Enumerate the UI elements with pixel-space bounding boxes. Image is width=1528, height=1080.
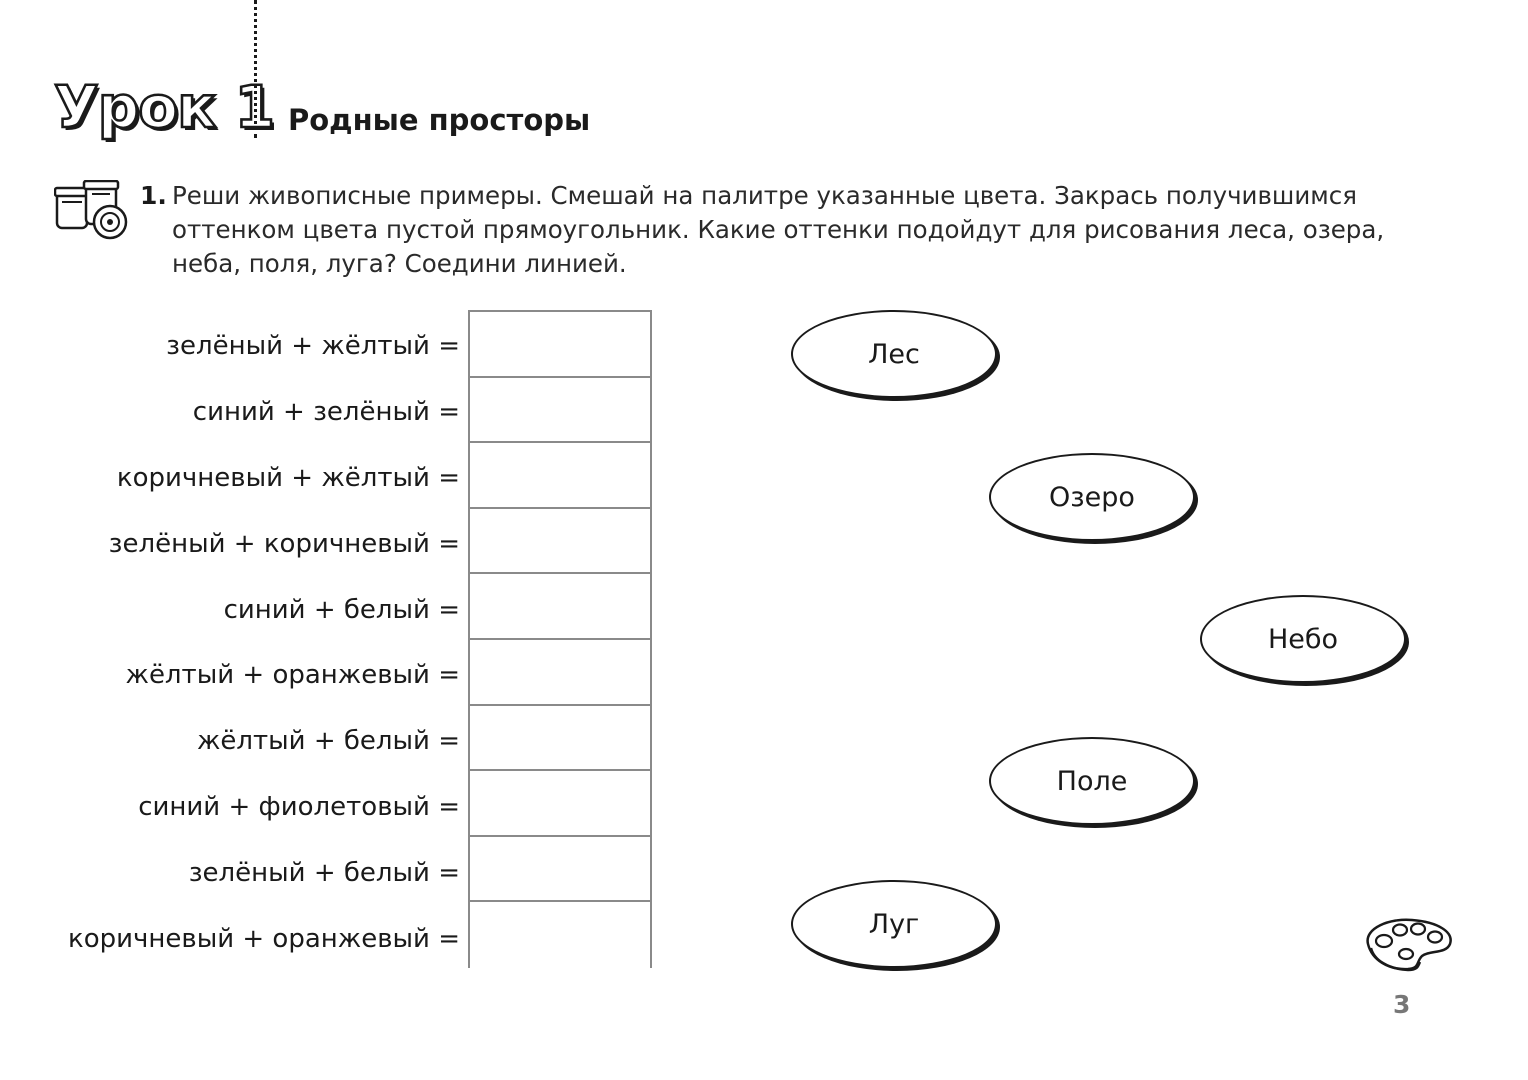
target-label: Лес xyxy=(868,338,920,370)
page-number: 3 xyxy=(1393,990,1411,1019)
target-label: Небо xyxy=(1267,623,1339,655)
equation-label: зелёный + жёлтый = xyxy=(166,331,460,361)
target-oval-forest[interactable] xyxy=(791,310,997,398)
equation-label: жёлтый + оранжевый = xyxy=(125,660,460,691)
equation-label: синий + белый = xyxy=(223,594,460,625)
task-instructions: Реши живописные примеры. Смешай на палитре указанные цвета. Закрась получившимся оттенком цвета пустой прямоугольник. Какие оттенки подойдут для рисования леса, озера, неба, поля, луга? Соедини линией. xyxy=(172,181,1385,278)
equation-label: жёлтый + белый = xyxy=(196,726,460,757)
answer-box[interactable] xyxy=(470,771,650,837)
target-oval-lake[interactable] xyxy=(989,453,1195,541)
paint-jars-icon xyxy=(54,180,130,242)
answer-box-column xyxy=(468,310,652,968)
equation-label: коричневый + оранжевый = xyxy=(68,924,460,955)
target-label: Луг xyxy=(868,908,920,940)
target-oval-meadow[interactable] xyxy=(791,880,997,968)
answer-box[interactable] xyxy=(470,443,650,509)
equation-label: синий + зелёный = xyxy=(192,396,460,427)
palette-icon xyxy=(1360,914,1456,972)
header-divider xyxy=(254,0,257,138)
answer-box[interactable] xyxy=(470,837,650,903)
target-oval-sky[interactable] xyxy=(1200,595,1406,683)
equation-label: синий + фиолетовый = xyxy=(138,792,460,823)
answer-box[interactable] xyxy=(470,902,650,968)
target-label: Озеро xyxy=(1049,481,1135,513)
lesson-title: Урок 1 xyxy=(54,73,274,141)
target-oval-field[interactable] xyxy=(989,737,1195,825)
equation-list xyxy=(40,310,460,969)
answer-box[interactable] xyxy=(470,640,650,706)
equation-label: зелёный + белый = xyxy=(188,858,460,889)
task-number: 1. xyxy=(140,181,167,210)
equation-label: зелёный + коричневый = xyxy=(108,528,460,559)
answer-box[interactable] xyxy=(470,312,650,378)
answer-box[interactable] xyxy=(470,706,650,772)
answer-box[interactable] xyxy=(470,574,650,640)
target-label: Поле xyxy=(1056,765,1128,797)
answer-box[interactable] xyxy=(470,378,650,444)
equation-label: коричневый + жёлтый = xyxy=(116,462,460,493)
answer-box[interactable] xyxy=(470,509,650,575)
lesson-subtitle: Родные просторы xyxy=(288,103,591,137)
